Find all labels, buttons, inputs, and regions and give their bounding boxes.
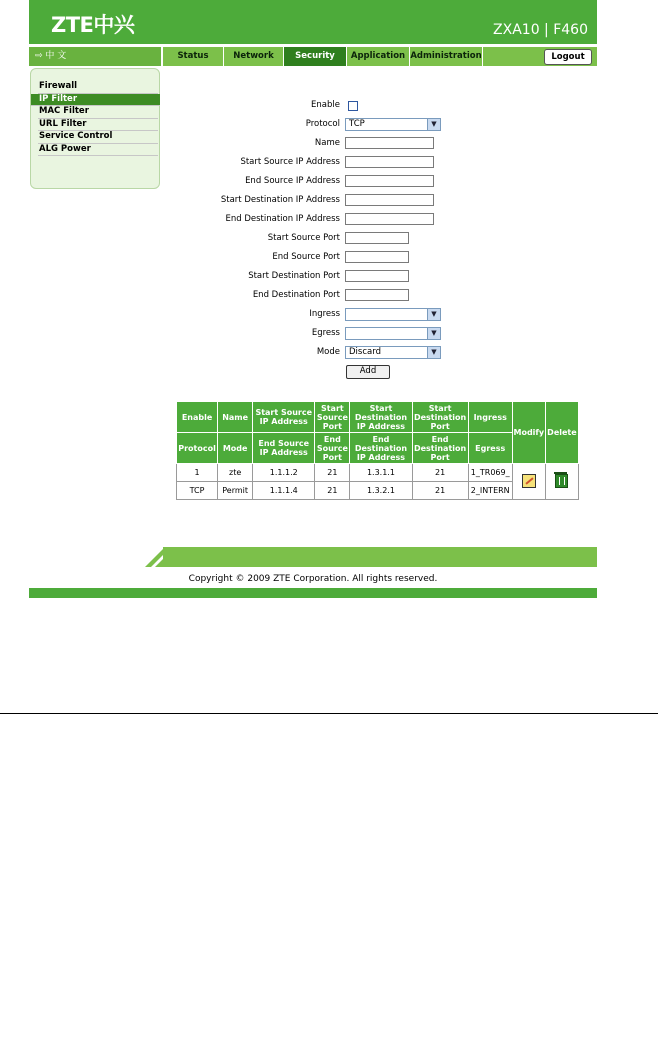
add-button[interactable]: Add — [346, 365, 390, 379]
mode-value: Discard — [349, 347, 381, 357]
end-destination-ip-label: End Destination IP Address — [225, 214, 340, 224]
start-destination-ip-input[interactable] — [345, 194, 434, 206]
enable-label: Enable — [311, 100, 340, 110]
end-source-port-input[interactable] — [345, 251, 409, 263]
sidebar-item-firewall[interactable]: Firewall — [38, 81, 158, 94]
col-modify: Modify — [512, 402, 545, 464]
start-source-port-input[interactable] — [345, 232, 409, 244]
sidebar-item-service-control[interactable]: Service Control — [38, 131, 158, 144]
table-header-row — [177, 402, 579, 433]
horizontal-divider — [0, 713, 658, 714]
chevron-down-icon: ▼ — [427, 347, 440, 358]
cell-end-source-port: 21 — [315, 482, 350, 500]
language-switch-link[interactable]: ⇨ 中 文 — [29, 47, 161, 66]
tab-status[interactable]: Status — [163, 47, 223, 66]
col-start-source-port: Start Source Port — [316, 403, 348, 431]
logout-area — [483, 47, 597, 66]
sidebar-item-mac-filter[interactable]: MAC Filter — [38, 106, 158, 119]
col-enable: Enable — [177, 402, 218, 433]
name-label: Name — [314, 138, 340, 148]
copyright-text: Copyright © 2009 ZTE Corporation. All rights reserved. — [188, 574, 438, 584]
ingress-select[interactable] — [345, 308, 441, 321]
header-banner — [29, 0, 597, 44]
end-source-ip-input[interactable] — [345, 175, 434, 187]
col-end-destination-ip: End Destination IP Address — [350, 433, 412, 464]
table-row — [177, 464, 579, 482]
ip-filter-table — [176, 401, 579, 500]
delete-cell — [545, 464, 578, 500]
col-ingress: Ingress — [468, 402, 512, 433]
tab-security[interactable]: Security — [284, 47, 346, 66]
cell-protocol: TCP — [177, 482, 218, 500]
col-delete: Delete — [545, 402, 578, 464]
model-name: ZXA10 | F460 — [493, 22, 588, 38]
modify-cell — [512, 464, 545, 500]
cell-start-destination-ip: 1.3.1.1 — [350, 464, 412, 482]
egress-label: Egress — [311, 328, 340, 338]
mode-select[interactable] — [345, 346, 441, 359]
tab-application[interactable]: Application — [347, 47, 409, 66]
logout-button[interactable]: Logout — [544, 49, 592, 65]
mode-label: Mode — [316, 347, 340, 357]
cell-end-destination-ip: 1.3.2.1 — [350, 482, 412, 500]
cell-enable: 1 — [177, 464, 218, 482]
start-destination-port-input[interactable] — [345, 270, 409, 282]
start-source-ip-label: Start Source IP Address — [240, 157, 340, 167]
chevron-down-icon: ▼ — [427, 309, 440, 320]
name-input[interactable] — [345, 137, 434, 149]
edit-pencil-icon[interactable] — [522, 474, 536, 488]
protocol-label: Protocol — [305, 119, 340, 129]
end-destination-port-input[interactable] — [345, 289, 409, 301]
cell-start-source-ip: 1.1.1.2 — [253, 464, 315, 482]
start-destination-ip-label: Start Destination IP Address — [220, 195, 340, 205]
zte-logo: ZTE中兴 — [51, 13, 135, 37]
router-admin-page — [29, 0, 597, 598]
tab-network[interactable]: Network — [224, 47, 283, 66]
col-end-destination-port: End Destination Port — [413, 434, 467, 462]
col-end-source-ip: End Source IP Address — [253, 433, 315, 464]
top-navigation — [29, 47, 597, 66]
col-name: Name — [218, 402, 253, 433]
cell-egress: 2_INTERN — [468, 482, 512, 500]
start-source-port-label: Start Source Port — [267, 233, 340, 243]
col-protocol: Protocol — [177, 433, 218, 464]
sidebar-item-url-filter[interactable]: URL Filter — [38, 119, 158, 132]
tab-administration[interactable]: Administration — [410, 47, 482, 66]
trash-icon[interactable] — [555, 474, 568, 488]
egress-select[interactable] — [345, 327, 441, 340]
main-tabs — [163, 47, 483, 66]
protocol-select[interactable] — [345, 118, 441, 131]
col-start-destination-port: Start Destination Port — [413, 403, 467, 431]
protocol-value: TCP — [349, 119, 365, 129]
cell-mode: Permit — [218, 482, 253, 500]
cell-start-source-port: 21 — [315, 464, 350, 482]
enable-checkbox[interactable] — [348, 101, 358, 111]
col-end-source-port: End Source Port — [316, 434, 348, 462]
footer-band — [163, 547, 597, 567]
bottom-bar — [29, 588, 597, 598]
cell-name: zte — [218, 464, 253, 482]
chevron-down-icon: ▼ — [427, 119, 440, 130]
col-mode: Mode — [218, 433, 253, 464]
col-start-destination-ip: Start Destination IP Address — [350, 402, 412, 433]
end-source-ip-label: End Source IP Address — [245, 176, 340, 186]
cell-ingress: 1_TR069_ — [468, 464, 512, 482]
sidebar-item-alg-power[interactable]: ALG Power — [38, 144, 158, 157]
end-destination-port-label: End Destination Port — [252, 290, 340, 300]
ingress-label: Ingress — [309, 309, 340, 319]
start-destination-port-label: Start Destination Port — [248, 271, 340, 281]
end-source-port-label: End Source Port — [272, 252, 340, 262]
cell-start-destination-port: 21 — [412, 464, 468, 482]
cell-end-destination-port: 21 — [412, 482, 468, 500]
sidebar-item-ip-filter[interactable]: IP Filter — [31, 94, 160, 107]
end-destination-ip-input[interactable] — [345, 213, 434, 225]
col-egress: Egress — [468, 433, 512, 464]
start-source-ip-input[interactable] — [345, 156, 434, 168]
cell-end-source-ip: 1.1.1.4 — [253, 482, 315, 500]
chevron-down-icon: ▼ — [427, 328, 440, 339]
col-start-source-ip: Start Source IP Address — [253, 402, 315, 433]
